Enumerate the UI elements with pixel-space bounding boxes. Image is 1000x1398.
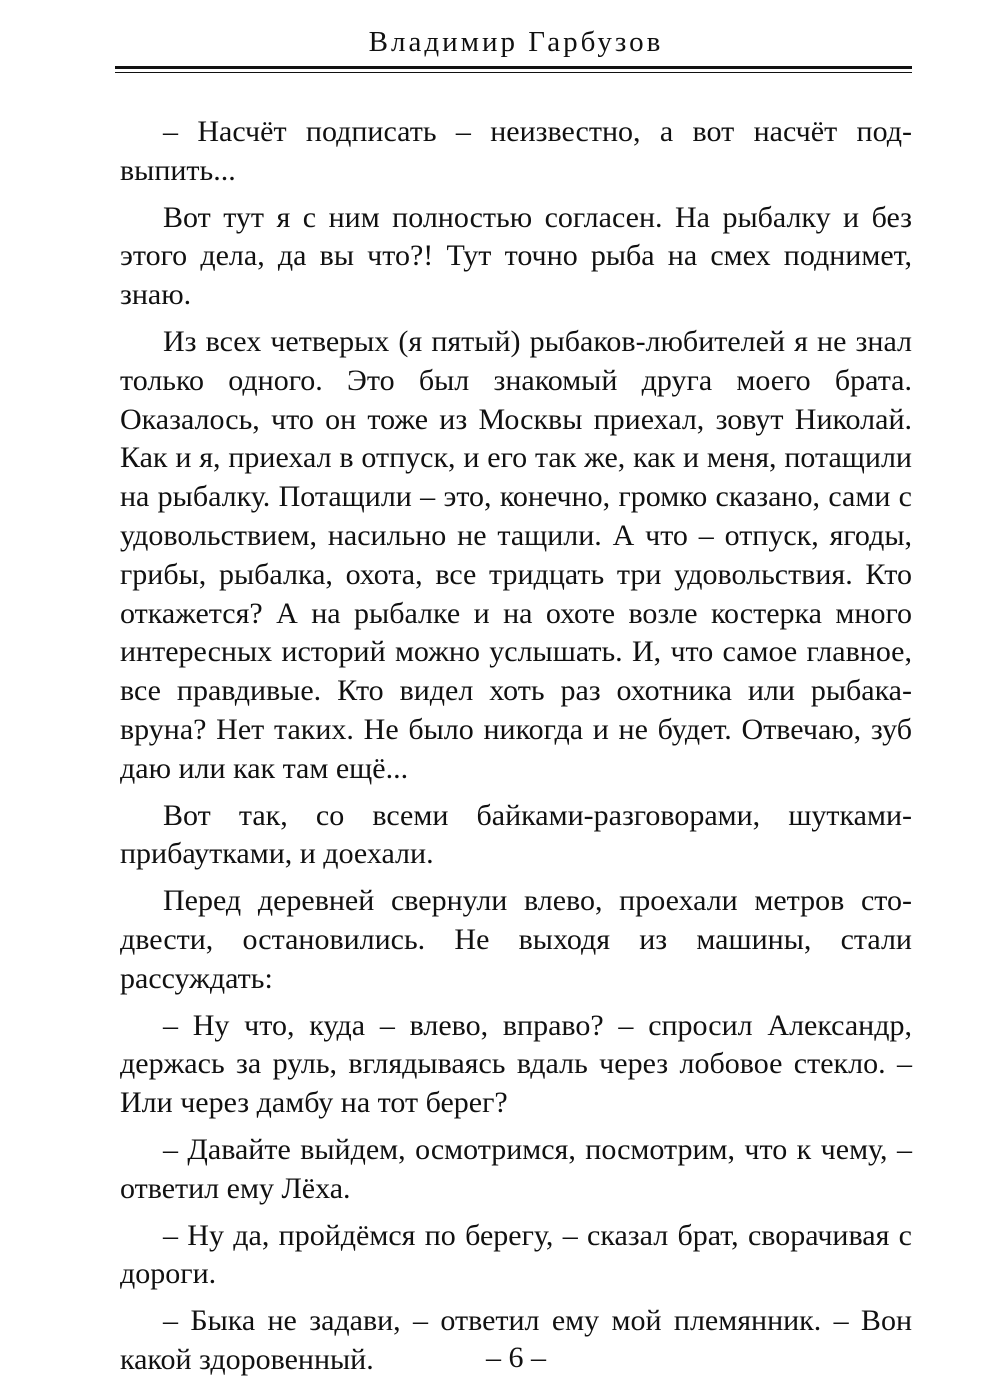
- paragraph: – Давайте выйдем, осмотримся, посмотрим, что к чему, – ответил ему Лёха.: [120, 1132, 912, 1205]
- paragraph: Из всех четверых (я пятый) рыбаков-любителей я не знал только одного. Это был знакомый друга моего брата. Оказалось, что он тоже из Москвы приехал, зовут Николай. Как и я, приехал в отпуск, и его так же, как и меня, потащили на рыбалку. Потащили – это, конечно, громко сказано, сами с удовольствием, насильно не тащили. А что – отпуск, ягоды, грибы, рыбалка, охота, все тридцать три удовольствия. Кто откажется? А на рыбалке и на охоте возле костерка много интересных историй можно услышать. И, что самое главное, все правдивые. Кто видел хоть раз охотника или рыбака-вруна? Нет таких. Не было никогда и не будет. Отвечаю, зуб даю или как там ещё...: [120, 324, 912, 785]
- author-name: Владимир Гарбузов: [368, 26, 664, 58]
- paragraph: Перед деревней свернули влево, проехали метров сто-двести, остановились. Не выходя из машины, стали рассуждать:: [120, 884, 912, 995]
- header-rule-thick: [115, 66, 912, 69]
- paragraph: – Ну да, пройдёмся по берегу, – сказал брат, сворачивая с дороги.: [120, 1218, 912, 1291]
- paragraph: – Ну что, куда – влево, вправо? – спросил Александр, держась за руль, вглядываясь вдаль через лобовое стекло. – Или через дамбу на тот берег?: [120, 1008, 912, 1120]
- paragraph: Вот так, со всеми байками-разговорами, шутками-прибаутками, и доехали.: [120, 798, 912, 871]
- body-text: [120, 113, 912, 1388]
- paragraph: – Быка не задави, – ответил ему мой племянник. – Вон какой здоровенный.: [120, 1304, 912, 1376]
- page-number: – 6 –: [486, 1341, 546, 1374]
- paragraph: – Насчёт подписать – неизвестно, а вот насчёт подвыпить...: [120, 115, 912, 187]
- paragraph: Вот тут я с ним полностью согласен. На рыбалку и без этого дела, да вы что?! Тут точно рыба на смех поднимет, знаю.: [120, 200, 912, 312]
- header-rule-thin: [115, 72, 912, 73]
- running-header: [120, 20, 912, 64]
